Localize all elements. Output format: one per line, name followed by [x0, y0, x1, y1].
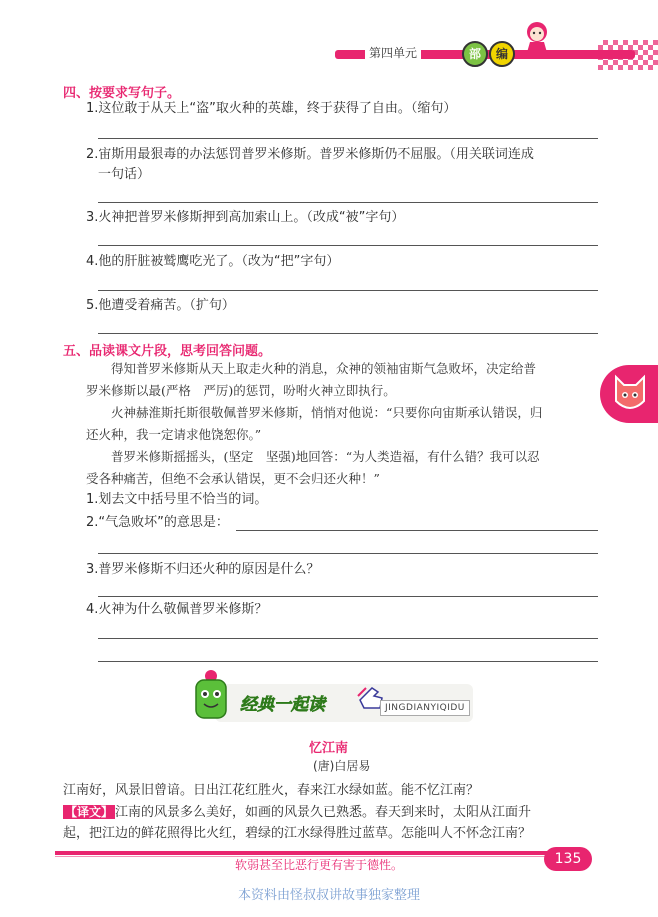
- answer-line: [98, 202, 598, 203]
- answer-line: [98, 290, 598, 291]
- passage-line: 还火种，我一定请求他饶恕你。”: [86, 427, 262, 442]
- answer-line: [98, 333, 598, 334]
- cartoon-girl-icon: [520, 18, 554, 58]
- banner-title: 经典一起读: [240, 695, 325, 715]
- passage-line: 普罗米修斯摇摇头，(坚定 坚强)地回答：“为人类造福，有什么错？我可以忍: [111, 449, 540, 464]
- passage-line: 火神赫淮斯托斯很敬佩普罗米修斯，悄悄对他说：“只要你向宙斯承认错误，归: [111, 405, 543, 420]
- s5-question-3: 3.普罗米修斯不归还火种的原因是什么？: [86, 562, 320, 577]
- answer-line: [98, 661, 598, 662]
- page-number: 135: [544, 847, 592, 871]
- badge-bian: 编: [489, 41, 515, 67]
- green-monster-icon: [190, 668, 232, 726]
- banner-pinyin: JINGDIANYIQIDU: [380, 700, 470, 716]
- footer-motto: 软弱甚至比恶行更有害于德性。: [235, 858, 404, 872]
- poem-author: (唐)白居易: [313, 759, 371, 773]
- badge-bu: 部: [462, 41, 488, 67]
- s4-question-5: 5.他遭受着痛苦。（扩句）: [86, 298, 235, 313]
- s5-question-4: 4.火神为什么敬佩普罗米修斯？: [86, 602, 268, 617]
- translation-label: 【译文】: [65, 805, 114, 819]
- s4-question-4: 4.他的肝脏被鹫鹰吃光了。（改为“把”字句）: [86, 254, 340, 269]
- footer-bar: [55, 851, 585, 855]
- poem-text: 江南好，风景旧曾谙。日出江花红胜火，春来江水绿如蓝。能不忆江南？: [63, 783, 480, 798]
- checker-decoration: [598, 40, 658, 70]
- section5-title: 五、品读课文片段，思考回答问题。: [63, 344, 272, 359]
- section4-title: 四、按要求写句子。: [63, 86, 181, 101]
- translation-text-1: 江南的风景多么美好，如画的风景久已熟悉。春天到来时，太阳从江面升: [115, 805, 532, 820]
- s4-question-2: 2.宙斯用最狠毒的办法惩罚普罗米修斯。普罗米修斯仍不屈服。（用关联词连成: [86, 147, 534, 162]
- translation-line-1: [63, 801, 531, 820]
- poem-title: 忆江南: [309, 741, 349, 756]
- passage-line: 罗米修斯以最(严格 严厉)的惩罚，吩咐火神立即执行。: [86, 383, 396, 398]
- s4-question-2-cont: 一句话）: [98, 167, 151, 182]
- s4-question-3: 3.火神把普罗米修斯押到高加索山上。（改成“被”字句）: [86, 210, 405, 225]
- answer-line: [98, 138, 598, 139]
- answer-line: [236, 530, 598, 531]
- answer-line: [98, 553, 598, 554]
- answer-line: [98, 245, 598, 246]
- translation-line-2: 起，把江边的鲜花照得比火红，碧绿的江水绿得胜过蓝草。怎能叫人不怀念江南？: [63, 826, 532, 841]
- s4-question-1: 1.这位敢于从天上“盗”取火种的英雄，终于获得了自由。（缩句）: [86, 101, 457, 116]
- answer-line: [98, 638, 598, 639]
- passage-line: 受各种痛苦，但绝不会承认错误，更不会归还火种！”: [86, 471, 380, 486]
- answer-line: [98, 596, 598, 597]
- s5-question-1: 1.划去文中括号里不恰当的词。: [86, 492, 268, 507]
- watermark-text: 本资料由怪叔叔讲故事独家整理: [237, 888, 420, 903]
- passage-line: 得知普罗米修斯从天上取走火种的消息，众神的领袖宙斯气急败坏，决定给普: [111, 361, 537, 376]
- mascot-face-icon: [610, 371, 650, 415]
- unit-title: 第四单元: [365, 44, 421, 61]
- s5-question-2: 2.“气急败坏”的意思是：: [86, 515, 229, 530]
